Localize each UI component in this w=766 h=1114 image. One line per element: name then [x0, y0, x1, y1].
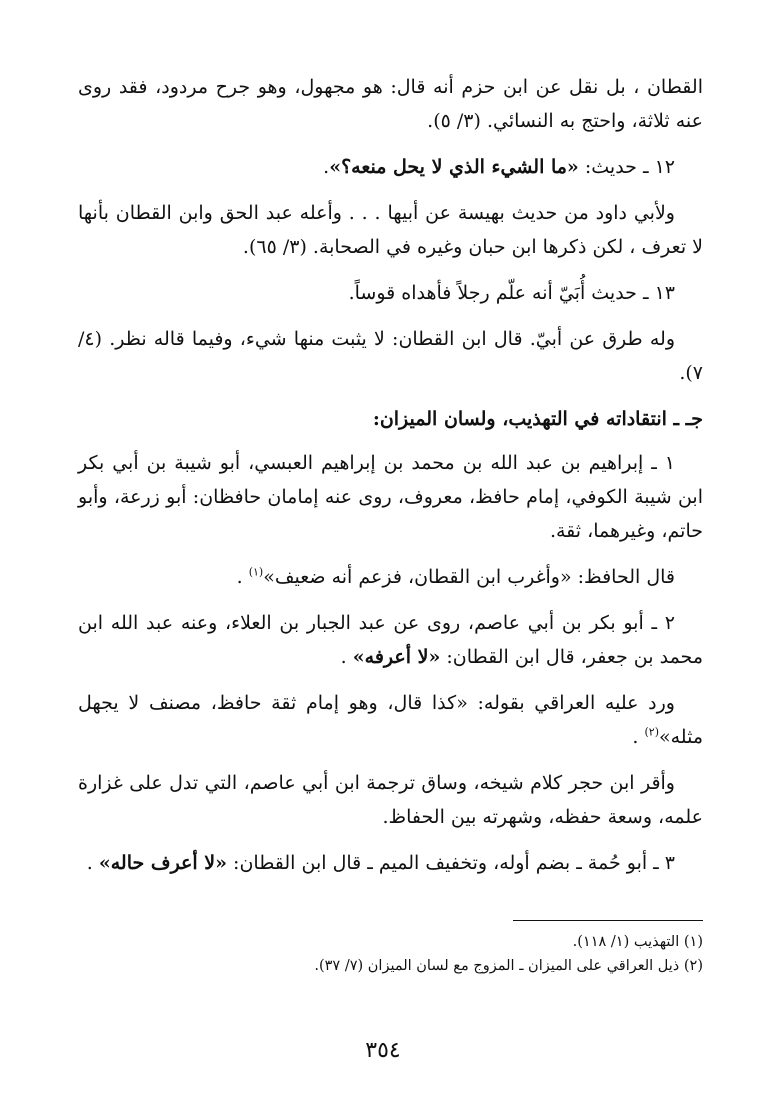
entry-2-end: .	[340, 646, 347, 668]
footnote-2: (٢) ذيل العراقي على الميزان ـ المزوج مع لسان الميزان (٧/ ٣٧).	[314, 958, 703, 974]
iraqi-reply: ورد عليه العراقي بقوله: «كذا قال، وهو إمام ثقة حافظ، مصنف لا يجهل مثله»	[78, 692, 703, 748]
hadith-12-end: .	[323, 156, 330, 178]
footnote-ref-2: (٢)	[644, 725, 659, 739]
paragraph-7	[78, 560, 703, 594]
entry-2-text: ٢ ـ أبو بكر بن أبي عاصم، روى عن عبد الجبار بن العلاء، وعنه عبد الله ابن محمد بن جعفر، قال ابن القطان:	[78, 612, 703, 668]
hadith-12-prefix: ١٢ ـ حديث:	[584, 156, 675, 178]
paragraph-3: ولأبي داود من حديث بهيسة عن أبيها . . . وأعله عبد الحق وابن القطان بأنها لا تعرف ، لكن ذكرها ابن حبان وغيره في الصحابة. (٣/ ٦٥).	[78, 202, 703, 258]
footnote-separator	[513, 920, 703, 921]
paragraph-entry-2	[78, 606, 703, 674]
paragraph-9	[78, 686, 703, 754]
quote-hafiz: قال الحافظ: «وأغرب ابن القطان، فزعم أنه ضعيف»	[263, 566, 675, 588]
paragraph-hadith-12	[78, 150, 703, 184]
page-number: ٣٥٤	[365, 1038, 401, 1063]
footnote-ref-1: (١)	[248, 565, 264, 579]
section-heading: جـ ـ انتقاداته في التهذيب، ولسان الميزان:	[372, 408, 703, 430]
entry-2-quote: «لا أعرفه»	[352, 646, 441, 668]
paragraph-hadith-13: ١٣ ـ حديث أُبَيّ أنه علّم رجلاً فأهداه قوساً.	[348, 282, 675, 304]
entry-3-end: .	[86, 852, 93, 874]
paragraph-entry-3	[78, 846, 703, 880]
footnotes	[83, 930, 703, 978]
entry-3-quote: «لا أعرف حاله»	[98, 852, 227, 874]
paragraph-entry-1: ١ ـ إبراهيم بن عبد الله بن محمد بن إبراهيم العبسي، أبو شيبة بن أبي بكر ابن شيبة الكوفي، إمام حافظ، معروف، روى عنه إمامان حافظان: أبو زرعة، وأبو حاتم، وغيرهما، ثقة.	[78, 452, 703, 542]
footnote-1: (١) التهذيب (١/ ١١٨).	[572, 934, 703, 950]
page-body	[78, 70, 703, 892]
paragraph-5: وله طرق عن أبيّ. قال ابن القطان: لا يثبت منها شيء، وفيما قاله نظر. (٤/ ٧).	[78, 328, 703, 384]
quote-hafiz-end: .	[236, 566, 243, 588]
paragraph-1: القطان ، بل نقل عن ابن حزم أنه قال: هو مجهول، وهو جرح مردود، فقد روى عنه ثلاثة، واحتج به النسائي. (٣/ ٥).	[78, 76, 703, 132]
entry-3-text: ٣ ـ أبو حُمة ـ بضم أوله، وتخفيف الميم ـ قال ابن القطان:	[233, 852, 675, 874]
hadith-12-quote: «ما الشيء الذي لا يحل منعه؟»	[329, 156, 579, 178]
paragraph-10: وأقر ابن حجر كلام شيخه، وساق ترجمة ابن أبي عاصم، التي تدل على غزارة علمه، وسعة حفظه، وشهرته بين الحفاظ.	[78, 772, 703, 828]
iraqi-reply-end: .	[632, 726, 639, 748]
